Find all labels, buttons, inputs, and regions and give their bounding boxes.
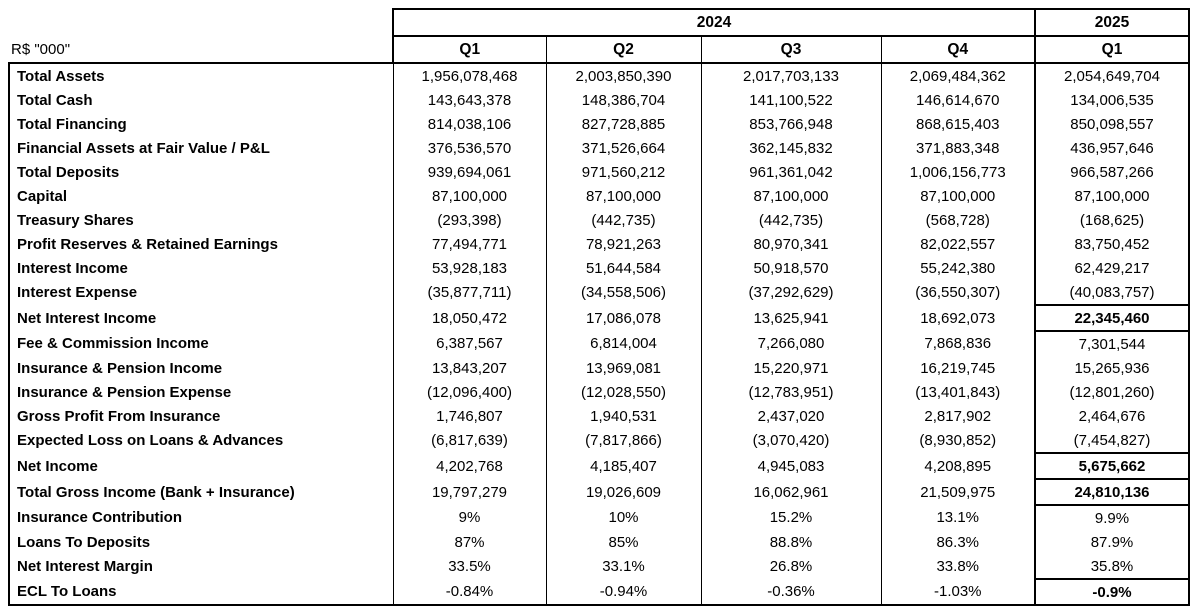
value-cell-2024-q2: -0.94%: [546, 579, 701, 605]
value-cell-2024-q1: 87,100,000: [393, 184, 546, 208]
value-cell-2025-q1: 87,100,000: [1035, 184, 1189, 208]
table-row: [9, 579, 1189, 605]
value-cell-2025-q1: 15,265,936: [1035, 356, 1189, 380]
value-cell-2024-q4: 371,883,348: [881, 136, 1035, 160]
unit-label: R$ "000": [9, 36, 393, 63]
value-cell-2024-q2: 85%: [546, 530, 701, 554]
value-cell-2024-q4: 868,615,403: [881, 112, 1035, 136]
value-cell-2024-q2: 87,100,000: [546, 184, 701, 208]
table-row: [9, 232, 1189, 256]
value-cell-2024-q2: 4,185,407: [546, 453, 701, 479]
value-cell-2024-q4: 87,100,000: [881, 184, 1035, 208]
value-cell-2025-q1: -0.9%: [1035, 579, 1189, 605]
value-cell-2025-q1: 2,054,649,704: [1035, 63, 1189, 88]
value-cell-2025-q1: 22,345,460: [1035, 305, 1189, 331]
table-row: [9, 280, 1189, 305]
value-cell-2024-q1: 77,494,771: [393, 232, 546, 256]
value-cell-2024-q1: 6,387,567: [393, 331, 546, 356]
row-label: Insurance & Pension Expense: [9, 380, 393, 404]
value-cell-2024-q2: (34,558,506): [546, 280, 701, 305]
value-cell-2024-q1: 9%: [393, 505, 546, 530]
value-cell-2024-q4: (13,401,843): [881, 380, 1035, 404]
value-cell-2024-q3: (12,783,951): [701, 380, 881, 404]
value-cell-2024-q3: 961,361,042: [701, 160, 881, 184]
value-cell-2024-q1: 53,928,183: [393, 256, 546, 280]
value-cell-2024-q2: 19,026,609: [546, 479, 701, 505]
value-cell-2024-q1: (293,398): [393, 208, 546, 232]
value-cell-2025-q1: 966,587,266: [1035, 160, 1189, 184]
value-cell-2024-q3: 2,437,020: [701, 404, 881, 428]
row-label: ECL To Loans: [9, 579, 393, 605]
row-label: Total Deposits: [9, 160, 393, 184]
row-label: Fee & Commission Income: [9, 331, 393, 356]
value-cell-2024-q1: 939,694,061: [393, 160, 546, 184]
value-cell-2024-q2: 17,086,078: [546, 305, 701, 331]
blank-corner: [9, 9, 393, 36]
value-cell-2024-q1: 13,843,207: [393, 356, 546, 380]
value-cell-2025-q1: 24,810,136: [1035, 479, 1189, 505]
value-cell-2024-q2: 33.1%: [546, 554, 701, 579]
value-cell-2024-q1: 814,038,106: [393, 112, 546, 136]
year-2025-header: 2025: [1035, 9, 1189, 36]
value-cell-2024-q2: 78,921,263: [546, 232, 701, 256]
value-cell-2024-q1: 18,050,472: [393, 305, 546, 331]
table-row: [9, 479, 1189, 505]
table-row: [9, 404, 1189, 428]
value-cell-2024-q1: 33.5%: [393, 554, 546, 579]
value-cell-2024-q1: (35,877,711): [393, 280, 546, 305]
row-label: Total Financing: [9, 112, 393, 136]
value-cell-2024-q4: 16,219,745: [881, 356, 1035, 380]
row-label: Total Gross Income (Bank + Insurance): [9, 479, 393, 505]
row-label: Total Assets: [9, 63, 393, 88]
value-cell-2024-q4: 86.3%: [881, 530, 1035, 554]
quarter-header-row: [9, 36, 1189, 63]
value-cell-2024-q3: 362,145,832: [701, 136, 881, 160]
value-cell-2024-q2: 827,728,885: [546, 112, 701, 136]
row-label: Treasury Shares: [9, 208, 393, 232]
value-cell-2024-q4: 1,006,156,773: [881, 160, 1035, 184]
table-row: [9, 554, 1189, 579]
year-header-row: [9, 9, 1189, 36]
table-row: [9, 208, 1189, 232]
value-cell-2025-q1: 35.8%: [1035, 554, 1189, 579]
table-row: [9, 112, 1189, 136]
value-cell-2024-q2: 971,560,212: [546, 160, 701, 184]
row-label: Interest Expense: [9, 280, 393, 305]
value-cell-2024-q3: 88.8%: [701, 530, 881, 554]
value-cell-2024-q1: 87%: [393, 530, 546, 554]
row-label: Profit Reserves & Retained Earnings: [9, 232, 393, 256]
value-cell-2024-q3: 2,017,703,133: [701, 63, 881, 88]
value-cell-2024-q3: 87,100,000: [701, 184, 881, 208]
value-cell-2025-q1: 9.9%: [1035, 505, 1189, 530]
col-header-2025-q1: Q1: [1035, 36, 1189, 63]
value-cell-2024-q2: 6,814,004: [546, 331, 701, 356]
value-cell-2025-q1: (40,083,757): [1035, 280, 1189, 305]
row-label: Gross Profit From Insurance: [9, 404, 393, 428]
col-header-2024-q1: Q1: [393, 36, 546, 63]
value-cell-2025-q1: 83,750,452: [1035, 232, 1189, 256]
table-row: [9, 428, 1189, 453]
row-label: Insurance & Pension Income: [9, 356, 393, 380]
value-cell-2024-q3: (37,292,629): [701, 280, 881, 305]
value-cell-2024-q4: 33.8%: [881, 554, 1035, 579]
row-label: Capital: [9, 184, 393, 208]
value-cell-2024-q4: 13.1%: [881, 505, 1035, 530]
value-cell-2024-q4: (36,550,307): [881, 280, 1035, 305]
value-cell-2024-q1: 4,202,768: [393, 453, 546, 479]
value-cell-2025-q1: 134,006,535: [1035, 88, 1189, 112]
row-label: Insurance Contribution: [9, 505, 393, 530]
table-row: [9, 453, 1189, 479]
value-cell-2024-q4: -1.03%: [881, 579, 1035, 605]
value-cell-2024-q3: (3,070,420): [701, 428, 881, 453]
value-cell-2024-q2: (12,028,550): [546, 380, 701, 404]
value-cell-2025-q1: (7,454,827): [1035, 428, 1189, 453]
value-cell-2024-q3: 15.2%: [701, 505, 881, 530]
table-row: [9, 305, 1189, 331]
value-cell-2025-q1: 7,301,544: [1035, 331, 1189, 356]
value-cell-2024-q2: 10%: [546, 505, 701, 530]
table-row: [9, 136, 1189, 160]
table-row: [9, 530, 1189, 554]
value-cell-2024-q1: 1,746,807: [393, 404, 546, 428]
table-row: [9, 505, 1189, 530]
value-cell-2024-q3: 853,766,948: [701, 112, 881, 136]
value-cell-2024-q1: -0.84%: [393, 579, 546, 605]
value-cell-2024-q4: 55,242,380: [881, 256, 1035, 280]
value-cell-2024-q2: (442,735): [546, 208, 701, 232]
value-cell-2024-q2: 371,526,664: [546, 136, 701, 160]
table-row: [9, 160, 1189, 184]
row-label: Interest Income: [9, 256, 393, 280]
value-cell-2025-q1: 850,098,557: [1035, 112, 1189, 136]
value-cell-2024-q3: 141,100,522: [701, 88, 881, 112]
table-row: [9, 63, 1189, 88]
value-cell-2025-q1: 436,957,646: [1035, 136, 1189, 160]
value-cell-2024-q4: (568,728): [881, 208, 1035, 232]
value-cell-2024-q4: 18,692,073: [881, 305, 1035, 331]
value-cell-2024-q2: 148,386,704: [546, 88, 701, 112]
value-cell-2024-q1: 1,956,078,468: [393, 63, 546, 88]
table-row: [9, 256, 1189, 280]
table-row: [9, 184, 1189, 208]
value-cell-2024-q1: (12,096,400): [393, 380, 546, 404]
col-header-2024-q2: Q2: [546, 36, 701, 63]
table-row: [9, 356, 1189, 380]
table-row: [9, 88, 1189, 112]
value-cell-2024-q2: 2,003,850,390: [546, 63, 701, 88]
year-2024-header: 2024: [393, 9, 1035, 36]
value-cell-2024-q2: 1,940,531: [546, 404, 701, 428]
value-cell-2024-q3: (442,735): [701, 208, 881, 232]
row-label: Total Cash: [9, 88, 393, 112]
value-cell-2024-q4: 146,614,670: [881, 88, 1035, 112]
table-row: [9, 331, 1189, 356]
value-cell-2024-q3: 26.8%: [701, 554, 881, 579]
value-cell-2024-q4: 82,022,557: [881, 232, 1035, 256]
value-cell-2024-q4: 21,509,975: [881, 479, 1035, 505]
value-cell-2024-q4: 2,069,484,362: [881, 63, 1035, 88]
value-cell-2024-q4: 7,868,836: [881, 331, 1035, 356]
value-cell-2024-q3: 15,220,971: [701, 356, 881, 380]
value-cell-2024-q4: 4,208,895: [881, 453, 1035, 479]
value-cell-2024-q4: (8,930,852): [881, 428, 1035, 453]
row-label: Financial Assets at Fair Value / P&L: [9, 136, 393, 160]
value-cell-2025-q1: (168,625): [1035, 208, 1189, 232]
col-header-2024-q3: Q3: [701, 36, 881, 63]
table-body: [9, 63, 1189, 605]
value-cell-2024-q3: 50,918,570: [701, 256, 881, 280]
value-cell-2024-q1: 376,536,570: [393, 136, 546, 160]
value-cell-2024-q3: 80,970,341: [701, 232, 881, 256]
row-label: Loans To Deposits: [9, 530, 393, 554]
value-cell-2025-q1: 87.9%: [1035, 530, 1189, 554]
value-cell-2024-q1: 143,643,378: [393, 88, 546, 112]
row-label: Net Interest Income: [9, 305, 393, 331]
value-cell-2025-q1: 2,464,676: [1035, 404, 1189, 428]
financial-summary-sheet: [8, 8, 1190, 606]
value-cell-2024-q1: (6,817,639): [393, 428, 546, 453]
value-cell-2024-q3: 13,625,941: [701, 305, 881, 331]
value-cell-2025-q1: 62,429,217: [1035, 256, 1189, 280]
value-cell-2025-q1: 5,675,662: [1035, 453, 1189, 479]
value-cell-2024-q1: 19,797,279: [393, 479, 546, 505]
value-cell-2024-q2: 51,644,584: [546, 256, 701, 280]
value-cell-2024-q2: (7,817,866): [546, 428, 701, 453]
value-cell-2024-q3: -0.36%: [701, 579, 881, 605]
value-cell-2024-q2: 13,969,081: [546, 356, 701, 380]
value-cell-2024-q3: 16,062,961: [701, 479, 881, 505]
value-cell-2024-q4: 2,817,902: [881, 404, 1035, 428]
table-row: [9, 380, 1189, 404]
col-header-2024-q4: Q4: [881, 36, 1035, 63]
value-cell-2024-q3: 7,266,080: [701, 331, 881, 356]
row-label: Net Income: [9, 453, 393, 479]
row-label: Expected Loss on Loans & Advances: [9, 428, 393, 453]
value-cell-2024-q3: 4,945,083: [701, 453, 881, 479]
value-cell-2025-q1: (12,801,260): [1035, 380, 1189, 404]
quarterly-financials-table: [8, 8, 1190, 606]
row-label: Net Interest Margin: [9, 554, 393, 579]
